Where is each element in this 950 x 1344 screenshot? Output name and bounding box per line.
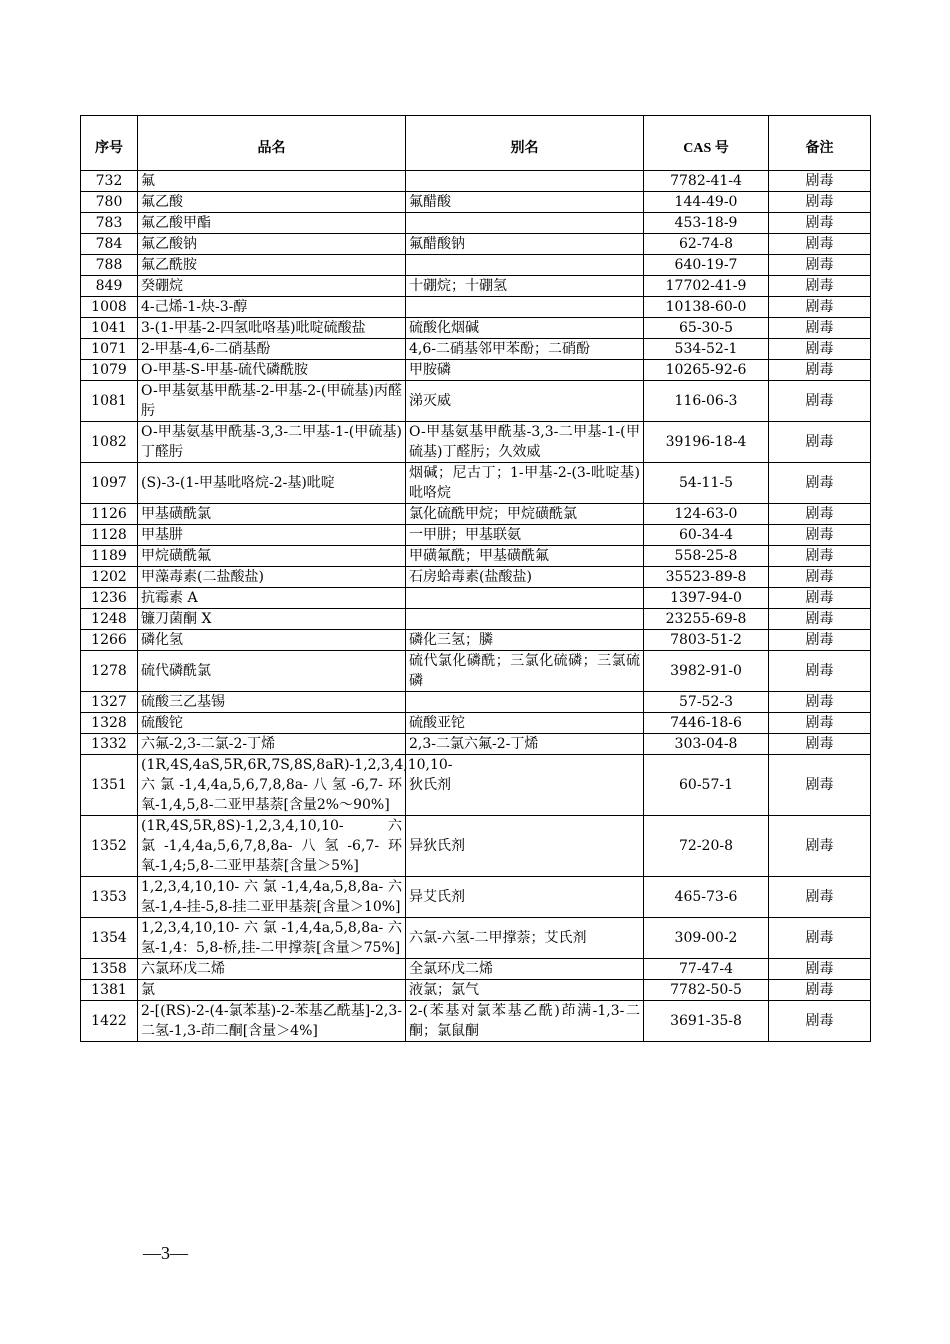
remark: 剧毒: [769, 918, 871, 959]
remark: 剧毒: [769, 588, 871, 609]
table-row: [81, 318, 871, 339]
product-name: 甲基磺酰氯: [138, 504, 406, 525]
serial-number: 1327: [81, 692, 138, 713]
remark: 剧毒: [769, 234, 871, 255]
alias-name: [406, 588, 644, 609]
header-name: 品名: [138, 116, 406, 171]
product-name: 镰刀菌酮 X: [138, 609, 406, 630]
cas-number: 10138-60-0: [644, 297, 769, 318]
serial-number: 1248: [81, 609, 138, 630]
alias-name: 异狄氏剂: [406, 816, 644, 877]
product-name: O-甲基氨基甲酰基-2-甲基-2-(甲硫基)丙醛肟: [138, 381, 406, 422]
table-row: [81, 360, 871, 381]
serial-number: 1266: [81, 630, 138, 651]
remark: 剧毒: [769, 567, 871, 588]
serial-number: 1353: [81, 877, 138, 918]
table-row: [81, 297, 871, 318]
cas-number: 17702-41-9: [644, 276, 769, 297]
cas-number: 124-63-0: [644, 504, 769, 525]
table-row: [81, 276, 871, 297]
table-row: [81, 422, 871, 463]
serial-number: 1081: [81, 381, 138, 422]
product-name: 3-(1-甲基-2-四氢吡咯基)吡啶硫酸盐: [138, 318, 406, 339]
alias-name: 硫代氯化磷酰；三氯化硫磷；三氯硫磷: [406, 651, 644, 692]
alias-name: 硫酸化烟碱: [406, 318, 644, 339]
serial-number: 1008: [81, 297, 138, 318]
cas-number: 1397-94-0: [644, 588, 769, 609]
remark: 剧毒: [769, 1001, 871, 1042]
product-name: 甲基肼: [138, 525, 406, 546]
serial-number: 1352: [81, 816, 138, 877]
remark: 剧毒: [769, 381, 871, 422]
table-row: [81, 959, 871, 980]
alias-name: 全氯环戊二烯: [406, 959, 644, 980]
remark: 剧毒: [769, 713, 871, 734]
serial-number: 1332: [81, 734, 138, 755]
chemical-table: [80, 115, 871, 1042]
alias-name: 液氯；氯气: [406, 980, 644, 1001]
product-name: O-甲基氨基甲酰基-3,3-二甲基-1-(甲硫基)丁醛肟: [138, 422, 406, 463]
cas-number: 54-11-5: [644, 463, 769, 504]
alias-name: [406, 297, 644, 318]
cas-number: 57-52-3: [644, 692, 769, 713]
cas-number: 23255-69-8: [644, 609, 769, 630]
remark: 剧毒: [769, 816, 871, 877]
product-name: 甲烷磺酰氟: [138, 546, 406, 567]
cas-number: 7782-41-4: [644, 171, 769, 192]
serial-number: 784: [81, 234, 138, 255]
remark: 剧毒: [769, 297, 871, 318]
remark: 剧毒: [769, 276, 871, 297]
serial-number: 1328: [81, 713, 138, 734]
serial-number: 783: [81, 213, 138, 234]
table-row: [81, 234, 871, 255]
cas-number: 116-06-3: [644, 381, 769, 422]
table-row: [81, 651, 871, 692]
remark: 剧毒: [769, 422, 871, 463]
cas-number: 77-47-4: [644, 959, 769, 980]
alias-name: 4,6-二硝基邻甲苯酚；二硝酚: [406, 339, 644, 360]
cas-number: 7446-18-6: [644, 713, 769, 734]
cas-number: 60-57-1: [644, 755, 769, 816]
alias-name: [406, 213, 644, 234]
header-note: 备注: [769, 116, 871, 171]
table-row: [81, 463, 871, 504]
alias-name: 十硼烷；十硼氢: [406, 276, 644, 297]
serial-number: 1071: [81, 339, 138, 360]
serial-number: 1351: [81, 755, 138, 816]
serial-number: 780: [81, 192, 138, 213]
serial-number: 1189: [81, 546, 138, 567]
table-row: [81, 381, 871, 422]
remark: 剧毒: [769, 504, 871, 525]
remark: 剧毒: [769, 171, 871, 192]
remark: 剧毒: [769, 959, 871, 980]
table-body: [81, 171, 871, 1042]
table-row: [81, 588, 871, 609]
alias-name: [406, 171, 644, 192]
product-name: 六氟-2,3-二氯-2-丁烯: [138, 734, 406, 755]
table-row: [81, 171, 871, 192]
product-name: 氟乙酸钠: [138, 234, 406, 255]
product-name: (S)-3-(1-甲基吡咯烷-2-基)吡啶: [138, 463, 406, 504]
alias-name: O-甲基氨基甲酰基-3,3-二甲基-1-(甲硫基)丁醛肟；久效威: [406, 422, 644, 463]
cas-number: 65-30-5: [644, 318, 769, 339]
serial-number: 1079: [81, 360, 138, 381]
product-name: 1,2,3,4,10,10-六氯-1,4,4a,5,8,8a-六氢-1,4-挂-5,8-挂二亚甲基萘[含量＞10%]: [138, 877, 406, 918]
remark: 剧毒: [769, 318, 871, 339]
alias-name: 氟醋酸: [406, 192, 644, 213]
alias-name: 狄氏剂: [406, 755, 644, 816]
table-row: [81, 192, 871, 213]
header-alias: 别名: [406, 116, 644, 171]
serial-number: 1202: [81, 567, 138, 588]
alias-name: [406, 255, 644, 276]
cas-number: 640-19-7: [644, 255, 769, 276]
product-name: 4-己烯-1-炔-3-醇: [138, 297, 406, 318]
serial-number: 1354: [81, 918, 138, 959]
cas-number: 7803-51-2: [644, 630, 769, 651]
product-name: 氯: [138, 980, 406, 1001]
alias-name: 氟醋酸钠: [406, 234, 644, 255]
alias-name: 一甲肼；甲基联氨: [406, 525, 644, 546]
cas-number: 303-04-8: [644, 734, 769, 755]
table-row: [81, 877, 871, 918]
remark: 剧毒: [769, 525, 871, 546]
cas-number: 39196-18-4: [644, 422, 769, 463]
product-name: 硫代磷酰氯: [138, 651, 406, 692]
table-row: [81, 567, 871, 588]
remark: 剧毒: [769, 463, 871, 504]
serial-number: 732: [81, 171, 138, 192]
product-name: O-甲基-S-甲基-硫代磷酰胺: [138, 360, 406, 381]
cas-number: 10265-92-6: [644, 360, 769, 381]
cas-number: 3982-91-0: [644, 651, 769, 692]
table-row: [81, 1001, 871, 1042]
alias-name: 涕灭威: [406, 381, 644, 422]
cas-number: 144-49-0: [644, 192, 769, 213]
serial-number: 1358: [81, 959, 138, 980]
alias-name: 烟碱；尼古丁；1-甲基-2-(3-吡啶基)吡咯烷: [406, 463, 644, 504]
serial-number: 1278: [81, 651, 138, 692]
product-name: 氟乙酰胺: [138, 255, 406, 276]
alias-name: 异艾氏剂: [406, 877, 644, 918]
remark: 剧毒: [769, 980, 871, 1001]
cas-number: 453-18-9: [644, 213, 769, 234]
serial-number: 1381: [81, 980, 138, 1001]
page-number: —3—: [143, 1243, 188, 1263]
alias-name: [406, 609, 644, 630]
serial-number: 1041: [81, 318, 138, 339]
cas-number: 60-34-4: [644, 525, 769, 546]
serial-number: 1082: [81, 422, 138, 463]
table-row: [81, 713, 871, 734]
remark: 剧毒: [769, 877, 871, 918]
cas-number: 62-74-8: [644, 234, 769, 255]
cas-number: 3691-35-8: [644, 1001, 769, 1042]
alias-name: 2-(苯基对氯苯基乙酰)茚满-1,3-二酮；氯鼠酮: [406, 1001, 644, 1042]
product-name: 氟: [138, 171, 406, 192]
cas-number: 534-52-1: [644, 339, 769, 360]
remark: 剧毒: [769, 339, 871, 360]
cas-number: 465-73-6: [644, 877, 769, 918]
table-row: [81, 546, 871, 567]
table-row: [81, 734, 871, 755]
cas-number: 7782-50-5: [644, 980, 769, 1001]
alias-name: 硫酸亚铊: [406, 713, 644, 734]
serial-number: 1128: [81, 525, 138, 546]
product-name: 2-[(RS)-2-(4-氯苯基)-2-苯基乙酰基]-2,3-二氢-1,3-茚二酮[含量＞4%]: [138, 1001, 406, 1042]
product-name: 氟乙酸甲酯: [138, 213, 406, 234]
remark: 剧毒: [769, 255, 871, 276]
table-row: [81, 755, 871, 816]
serial-number: 1422: [81, 1001, 138, 1042]
product-name: 2-甲基-4,6-二硝基酚: [138, 339, 406, 360]
remark: 剧毒: [769, 734, 871, 755]
product-name: (1R,4S,5R,8S)-1,2,3,4,10,10-六氯-1,4,4a,5,6,7,8,8a-八氢-6,7-环氧-1,4;5,8-二亚甲基萘[含量＞5%]: [138, 816, 406, 877]
cas-number: 72-20-8: [644, 816, 769, 877]
table-row: [81, 630, 871, 651]
remark: 剧毒: [769, 651, 871, 692]
alias-name: [406, 692, 644, 713]
cas-number: 35523-89-8: [644, 567, 769, 588]
alias-name: 甲胺磷: [406, 360, 644, 381]
cas-number: 558-25-8: [644, 546, 769, 567]
alias-name: 氯化硫酰甲烷；甲烷磺酰氯: [406, 504, 644, 525]
remark: 剧毒: [769, 360, 871, 381]
remark: 剧毒: [769, 192, 871, 213]
table-row: [81, 339, 871, 360]
product-name: 甲藻毒素(二盐酸盐): [138, 567, 406, 588]
alias-name: 2,3-二氯六氟-2-丁烯: [406, 734, 644, 755]
serial-number: 1126: [81, 504, 138, 525]
table-row: [81, 816, 871, 877]
table-row: [81, 504, 871, 525]
table-row: [81, 980, 871, 1001]
header-cas: CAS 号: [644, 116, 769, 171]
remark: 剧毒: [769, 546, 871, 567]
product-name: 氟乙酸: [138, 192, 406, 213]
product-name: 硫酸三乙基锡: [138, 692, 406, 713]
remark: 剧毒: [769, 609, 871, 630]
alias-name: 磷化三氢；膦: [406, 630, 644, 651]
product-name: 癸硼烷: [138, 276, 406, 297]
remark: 剧毒: [769, 692, 871, 713]
header-row: [81, 116, 871, 171]
remark: 剧毒: [769, 755, 871, 816]
remark: 剧毒: [769, 630, 871, 651]
cas-number: 309-00-2: [644, 918, 769, 959]
serial-number: 849: [81, 276, 138, 297]
table-row: [81, 525, 871, 546]
table-row: [81, 255, 871, 276]
serial-number: 1236: [81, 588, 138, 609]
product-name: 1,2,3,4,10,10-六氯-1,4,4a,5,8,8a-六氢-1,4：5,8-桥,挂-二甲撑萘[含量＞75%]: [138, 918, 406, 959]
alias-name: 六氯-六氢-二甲撑萘；艾氏剂: [406, 918, 644, 959]
product-name: 磷化氢: [138, 630, 406, 651]
alias-name: 甲磺氟酰；甲基磺酰氟: [406, 546, 644, 567]
alias-name: 石房蛤毒素(盐酸盐): [406, 567, 644, 588]
table-row: [81, 918, 871, 959]
table-row: [81, 692, 871, 713]
remark: 剧毒: [769, 213, 871, 234]
product-name: 抗霉素 A: [138, 588, 406, 609]
header-no: 序号: [81, 116, 138, 171]
product-name: 六氯环戊二烯: [138, 959, 406, 980]
serial-number: 788: [81, 255, 138, 276]
product-name: (1R,4S,4aS,5R,6R,7S,8S,8aR)-1,2,3,4,10,10-六氯-1,4,4a,5,6,7,8,8a-八氢-6,7-环氧-1,4,5,8-二亚甲基萘[含量2%～90%]: [138, 755, 406, 816]
serial-number: 1097: [81, 463, 138, 504]
table-row: [81, 609, 871, 630]
product-name: 硫酸铊: [138, 713, 406, 734]
table-row: [81, 213, 871, 234]
